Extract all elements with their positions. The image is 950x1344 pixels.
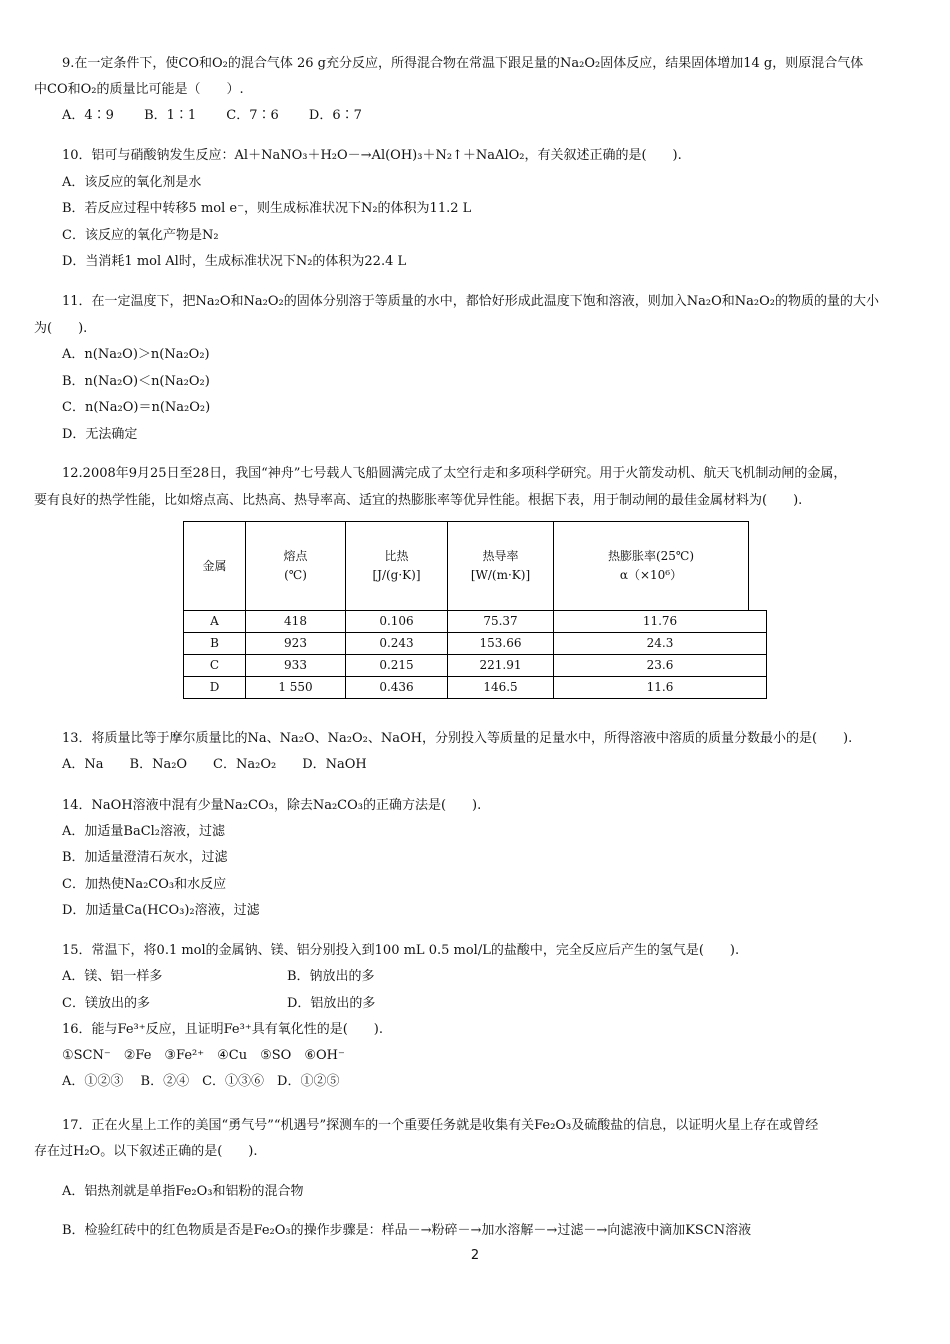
cell-metal: A: [184, 611, 246, 633]
q14-option-a: A．加适量BaCl₂溶液，过滤: [62, 824, 226, 839]
cell-specific-heat: 0.106: [346, 611, 448, 633]
q13-options: A．Na B．Na₂O C．Na₂O₂ D．NaOH: [62, 757, 367, 772]
q11-stem-line2: 为( ).: [34, 321, 88, 336]
metal-properties-table: [183, 521, 767, 699]
q16-options: A．①②③ B．②④ C．①③⑥ D．①②⑤: [62, 1074, 340, 1089]
q11-option-d: D．无法确定: [62, 427, 138, 442]
cell-thermal-conductivity: 75.37: [448, 611, 554, 633]
q14-stem: 14．NaOH溶液中混有少量Na₂CO₃，除去Na₂CO₃的正确方法是( ).: [62, 798, 482, 813]
header-melting-point: [246, 522, 346, 611]
cell-metal: D: [184, 677, 246, 699]
q13-stem: 13．将质量比等于摩尔质量比的Na、Na₂O、Na₂O₂、NaOH，分别投入等质量的足量水中，所得溶液中溶质的质量分数最小的是( ).: [62, 731, 853, 746]
q12-stem-line1: 12.2008年9月25日至28日，我国“神舟”七号载人飞船圆满完成了太空行走和多项科学研究。用于火箭发动机、航天飞机制动闸的金属，: [62, 466, 847, 481]
cell-metal: B: [184, 633, 246, 655]
cell-melting-point: 923: [246, 633, 346, 655]
q14-option-d: D．加适量Ca(HCO₃)₂溶液，过滤: [62, 903, 260, 918]
cell-thermal-conductivity: 146.5: [448, 677, 554, 699]
table-row: [184, 655, 767, 677]
header-thermal-expansion-name: 热膨胀率(25℃): [607, 549, 695, 563]
q11-stem-line1: 11．在一定温度下，把Na₂O和Na₂O₂的固体分别溶于等质量的水中，都恰好形成此温度下饱和溶液，则加入Na₂O和Na₂O₂的物质的量的大小: [62, 294, 879, 309]
q17-option-a: A．铝热剂就是单指Fe₂O₃和铝粉的混合物: [62, 1184, 304, 1199]
cell-thermal-expansion: 23.6: [554, 655, 767, 677]
cell-thermal-conductivity: 221.91: [448, 655, 554, 677]
header-specific-heat: [346, 522, 448, 611]
cell-melting-point: 1 550: [246, 677, 346, 699]
q15-option-a: A．镁、铝一样多: [62, 969, 163, 984]
cell-melting-point: 933: [246, 655, 346, 677]
q9-stem-line1: 9.在一定条件下，使CO和O₂的混合气体 26 g充分反应，所得混合物在常温下跟足量的Na₂O₂固体反应，结果固体增加14 g，则原混合气体: [62, 56, 864, 71]
cell-thermal-expansion: 24.3: [554, 633, 767, 655]
q17-stem-line1: 17．正在火星上工作的美国“勇气号”“机遇号”探测车的一个重要任务就是收集有关Fe₂O₃及硫酸盐的信息，以证明火星上存在或曾经: [62, 1118, 819, 1133]
cell-specific-heat: 0.436: [346, 677, 448, 699]
q10-option-b: B．若反应过程中转移5 mol e⁻，则生成标准状况下N₂的体积为11.2 L: [62, 201, 472, 216]
cell-thermal-conductivity: 153.66: [448, 633, 554, 655]
header-thermal-conductivity-unit: [W/(m·K)]: [470, 568, 531, 582]
table-header-row: [184, 522, 767, 611]
page-number: 2: [470, 1248, 480, 1263]
q15-option-c: C．镁放出的多: [62, 996, 150, 1011]
cell-melting-point: 418: [246, 611, 346, 633]
q16-items: ①SCN⁻ ②Fe ③Fe²⁺ ④Cu ⑤SO ⑥OH⁻: [62, 1048, 345, 1063]
table-row: [184, 633, 767, 655]
cell-specific-heat: 0.243: [346, 633, 448, 655]
table-row: [184, 677, 767, 699]
header-thermal-expansion: [554, 522, 749, 611]
q9-stem-line2: 中CO和O₂的质量比可能是（ ）.: [34, 82, 244, 97]
q10-option-a: A．该反应的氧化剂是水: [62, 175, 202, 190]
header-specific-heat-name: 比热: [384, 549, 409, 563]
cell-thermal-expansion: 11.6: [554, 677, 767, 699]
q14-option-c: C．加热使Na₂CO₃和水反应: [62, 877, 227, 892]
header-specific-heat-unit: [J/(g·K)]: [372, 568, 421, 582]
q11-option-b: B．n(Na₂O)＜n(Na₂O₂): [62, 374, 210, 389]
q9-options: A．4∶9 B．1∶1 C．7∶6 D．6∶7: [62, 108, 362, 123]
cell-specific-heat: 0.215: [346, 655, 448, 677]
header-thermal-expansion-unit: α（×10⁶）: [619, 568, 683, 582]
header-metal: 金属: [184, 522, 246, 611]
q17-stem-line2: 存在过H₂O。以下叙述正确的是( ).: [34, 1144, 258, 1159]
q10-option-c: C．该反应的氧化产物是N₂: [62, 228, 219, 243]
cell-metal: C: [184, 655, 246, 677]
q11-option-a: A．n(Na₂O)＞n(Na₂O₂): [62, 347, 210, 362]
header-thermal-conductivity: [448, 522, 554, 611]
header-thermal-conductivity-name: 热导率: [482, 549, 519, 563]
q15-stem: 15．常温下，将0.1 mol的金属钠、镁、铝分别投入到100 mL 0.5 mol/L的盐酸中，完全反应后产生的氢气是( ).: [62, 943, 740, 958]
q10-option-d: D．当消耗1 mol Al时，生成标准状况下N₂的体积为22.4 L: [62, 254, 407, 269]
q17-option-b: B．检验红砖中的红色物质是否是Fe₂O₃的操作步骤是：样品－→粉碎－→加水溶解－→过滤－→向滤液中滴加KSCN溶液: [62, 1223, 752, 1238]
q15-option-b: B．钠放出的多: [287, 969, 375, 984]
q16-stem: 16．能与Fe³⁺反应，且证明Fe³⁺具有氧化性的是( ).: [62, 1022, 383, 1037]
q15-option-d: D．铝放出的多: [287, 996, 376, 1011]
table-row: [184, 611, 767, 633]
header-spacer: [749, 522, 767, 611]
header-melting-point-unit: (℃): [284, 568, 307, 582]
q11-option-c: C．n(Na₂O)＝n(Na₂O₂): [62, 400, 211, 415]
q14-option-b: B．加适量澄清石灰水，过滤: [62, 850, 228, 865]
cell-thermal-expansion: 11.76: [554, 611, 767, 633]
q10-stem: 10．铝可与硝酸钠发生反应：Al＋NaNO₃＋H₂O－→Al(OH)₃＋N₂↑＋NaAlO₂，有关叙述正确的是( ).: [62, 148, 682, 163]
header-melting-point-name: 熔点: [283, 549, 308, 563]
q12-stem-line2: 要有良好的热学性能，比如熔点高、比热高、热导率高、适宜的热膨胀率等优异性能。根据下表，用于制动闸的最佳金属材料为( ).: [34, 493, 803, 508]
